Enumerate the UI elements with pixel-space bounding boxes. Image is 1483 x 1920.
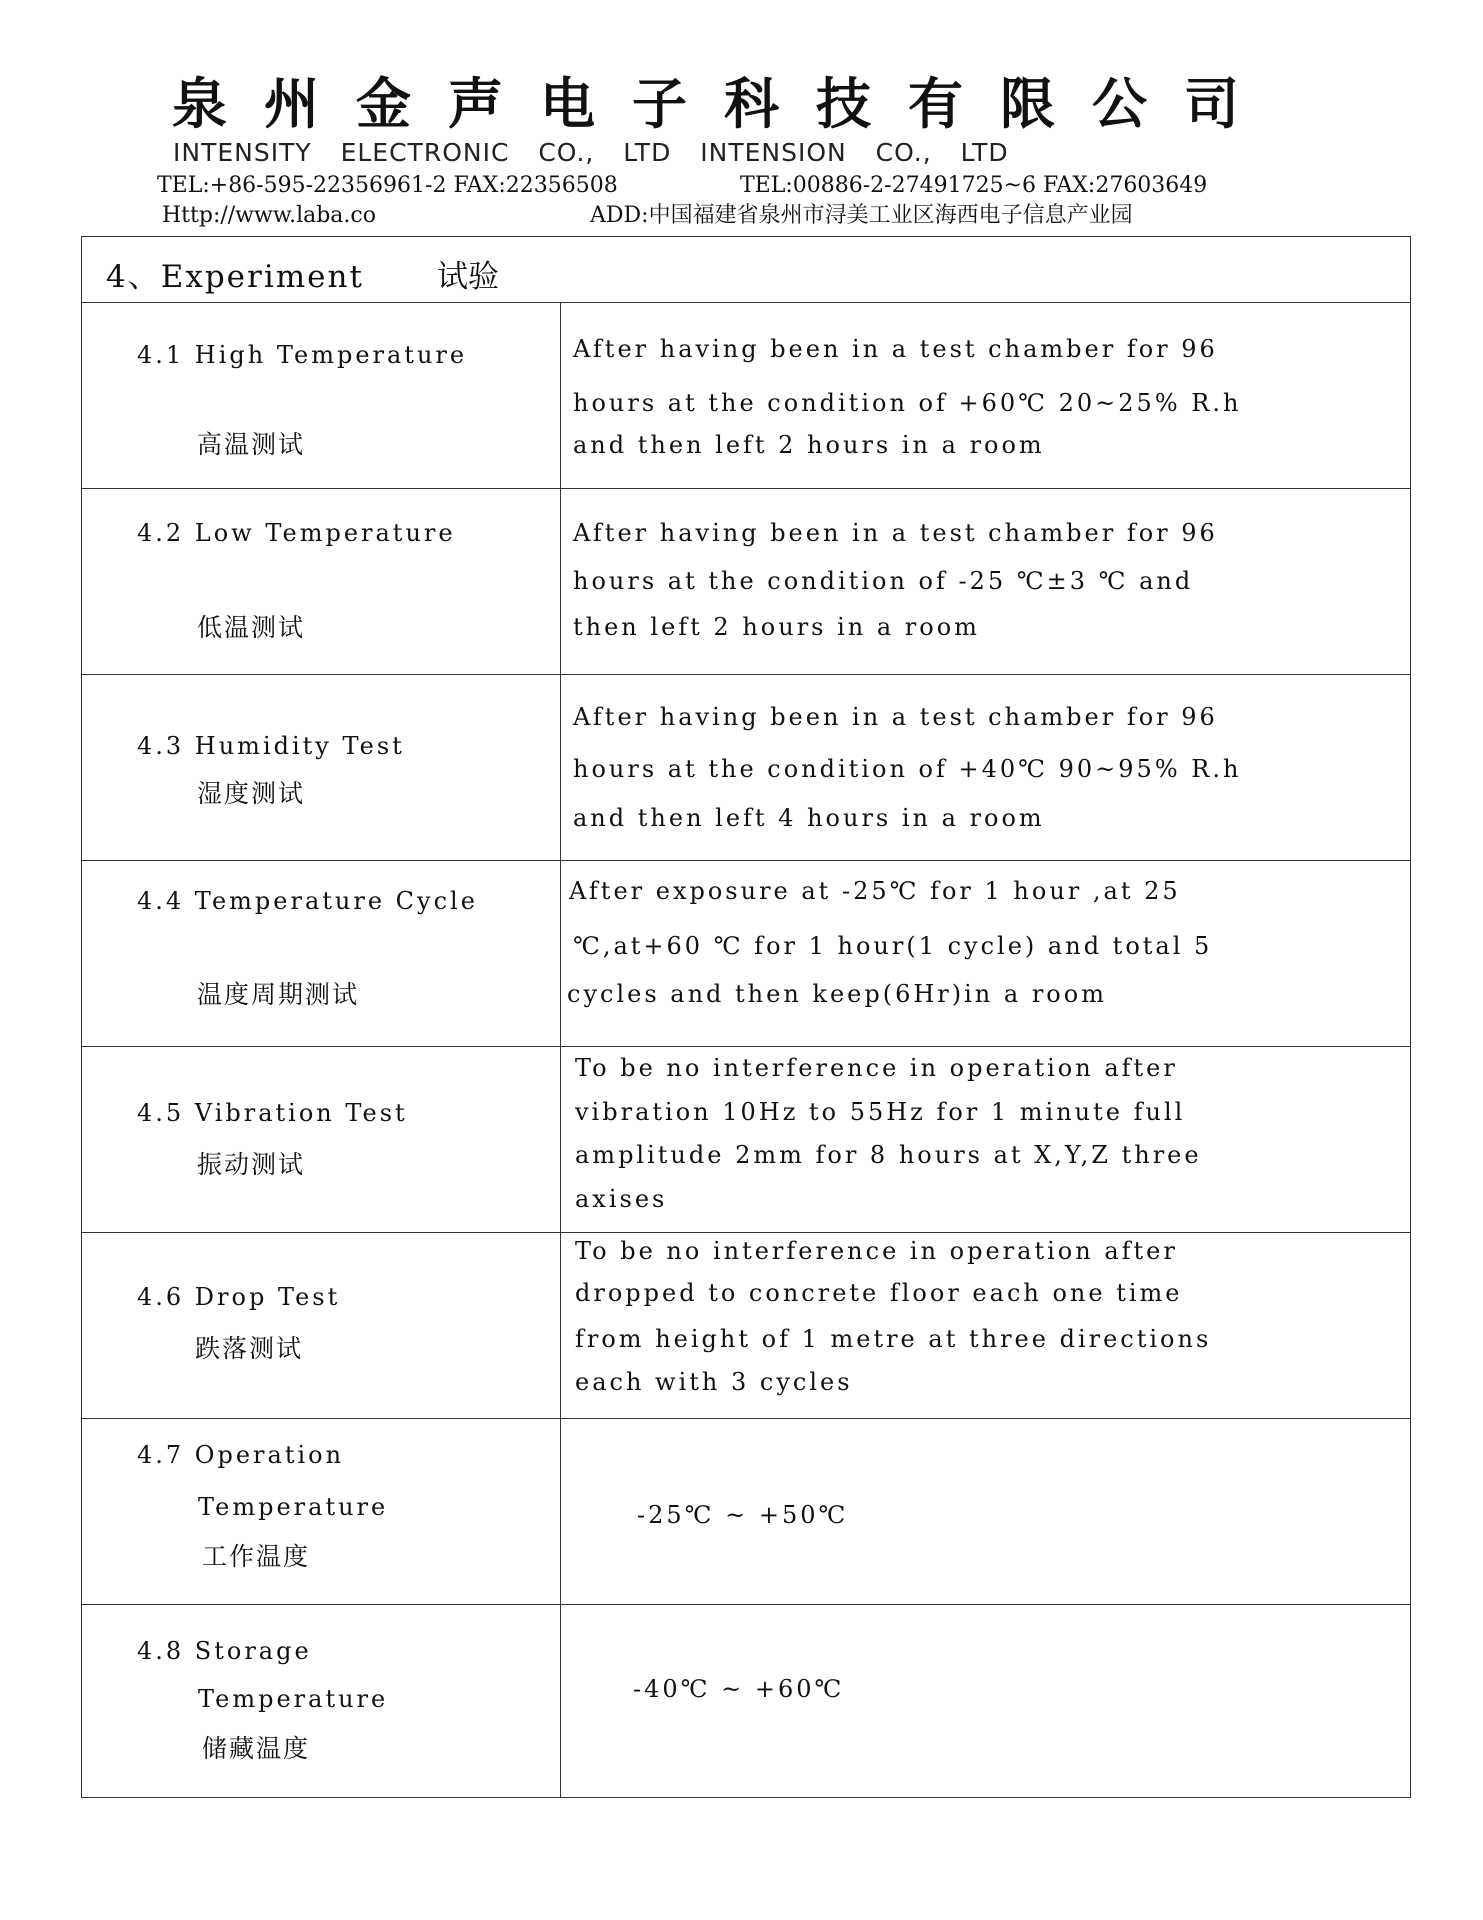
description-line: from height of 1 metre at three directions: [575, 1325, 1212, 1353]
description-line: axises: [575, 1185, 668, 1213]
description-line: and then left 4 hours in a room: [573, 804, 1045, 832]
test-name: 4.3 Humidity Test: [137, 732, 405, 760]
section-title-en: 4、Experiment: [106, 259, 364, 295]
website-link[interactable]: Http://www.laba.co: [162, 203, 376, 228]
test-name-cell: [82, 489, 561, 674]
test-name: 4.6 Drop Test: [137, 1283, 341, 1311]
description-line: and then left 2 hours in a room: [573, 431, 1045, 459]
test-name-cn: 跌落测试: [195, 1334, 304, 1363]
test-name-cell: [82, 1047, 561, 1232]
test-name: 4.5 Vibration Test: [137, 1099, 408, 1127]
test-name: 4.4 Temperature Cycle: [137, 887, 478, 915]
test-description-cell: [561, 1233, 1410, 1418]
test-name-line2: Temperature: [198, 1493, 389, 1521]
description-line: After having been in a test chamber for 96: [573, 335, 1218, 363]
test-name-cn: 工作温度: [202, 1542, 311, 1571]
description-line: ℃,at+60 ℃ for 1 hour(1 cycle) and total 5: [573, 932, 1213, 960]
test-name-cell: [82, 1233, 561, 1418]
description-line: then left 2 hours in a room: [573, 613, 980, 641]
description-line: To be no interference in operation after: [575, 1237, 1178, 1265]
test-name-cell: [82, 303, 561, 488]
test-name-cn: 湿度测试: [197, 779, 306, 808]
test-name: 4.2 Low Temperature: [137, 519, 456, 547]
temperature-range: -40℃ ~ +60℃: [633, 1675, 845, 1703]
description-line: After exposure at -25℃ for 1 hour ,at 25: [569, 877, 1181, 905]
table-row-vibration-test: [82, 1047, 1410, 1233]
test-name: 4.8 Storage: [137, 1637, 312, 1665]
address: ADD:中国福建省泉州市浔美工业区海西电子信息产业园: [590, 203, 1133, 228]
table-row-low-temperature: [82, 489, 1410, 675]
description-line: hours at the condition of +40℃ 90~95% R.h: [573, 755, 1242, 783]
tel-fax-right: TEL:00886-2-27491725~6 FAX:27603649: [740, 173, 1208, 198]
description-line: vibration 10Hz to 55Hz for 1 minute full: [575, 1098, 1186, 1126]
test-description-cell: [561, 1047, 1410, 1232]
test-name-line2: Temperature: [198, 1685, 389, 1713]
test-description-cell: [561, 861, 1410, 1046]
description-line: cycles and then keep(6Hr)in a room: [567, 980, 1107, 1008]
table-row-temperature-cycle: [82, 861, 1410, 1047]
description-line: To be no interference in operation after: [575, 1054, 1178, 1082]
test-name-cn: 温度周期测试: [197, 980, 360, 1009]
test-description-cell: [561, 303, 1410, 488]
temperature-range: -25℃ ~ +50℃: [637, 1501, 849, 1529]
test-description-cell: [561, 675, 1410, 860]
description-line: dropped to concrete floor each one time: [575, 1279, 1183, 1307]
test-description-cell: [561, 1605, 1410, 1797]
test-name-cn: 储藏温度: [202, 1734, 311, 1763]
test-description-cell: [561, 489, 1410, 674]
table-row-humidity-test: [82, 675, 1410, 861]
tel-fax-left: TEL:+86-595-22356961-2 FAX:22356508: [157, 173, 618, 198]
description-line: amplitude 2mm for 8 hours at X,Y,Z three: [575, 1141, 1202, 1169]
test-name: 4.1 High Temperature: [137, 341, 468, 369]
section-header: [82, 237, 1410, 303]
test-description-cell: [561, 1419, 1410, 1604]
experiment-table: [81, 236, 1411, 1798]
company-name-en: INTENSITY ELECTRONIC CO., LTD INTENSION CO., LTD: [173, 138, 1009, 167]
test-name-cell: [82, 1605, 561, 1797]
description-line: each with 3 cycles: [575, 1368, 853, 1396]
test-name-cn: 高温测试: [197, 430, 306, 459]
test-name: 4.7 Operation: [137, 1441, 345, 1469]
test-name-cn: 低温测试: [197, 613, 306, 642]
company-name-cn: 泉州金声电子科技有限公司: [172, 72, 1277, 136]
description-line: After having been in a test chamber for 96: [573, 519, 1218, 547]
letterhead: [0, 0, 1483, 236]
description-line: After having been in a test chamber for 96: [573, 703, 1218, 731]
description-line: hours at the condition of -25 ℃±3 ℃ and: [573, 567, 1194, 595]
table-row-operation-temperature: [82, 1419, 1410, 1605]
section-title-cn: 试验: [437, 259, 499, 295]
test-name-cell: [82, 1419, 561, 1604]
description-line: hours at the condition of +60℃ 20~25% R.h: [573, 389, 1242, 417]
test-name-cell: [82, 675, 561, 860]
table-row-drop-test: [82, 1233, 1410, 1419]
test-name-cell: [82, 861, 561, 1046]
table-row-high-temperature: [82, 303, 1410, 489]
test-name-cn: 振动测试: [197, 1150, 306, 1179]
table-row-storage-temperature: [82, 1605, 1410, 1797]
